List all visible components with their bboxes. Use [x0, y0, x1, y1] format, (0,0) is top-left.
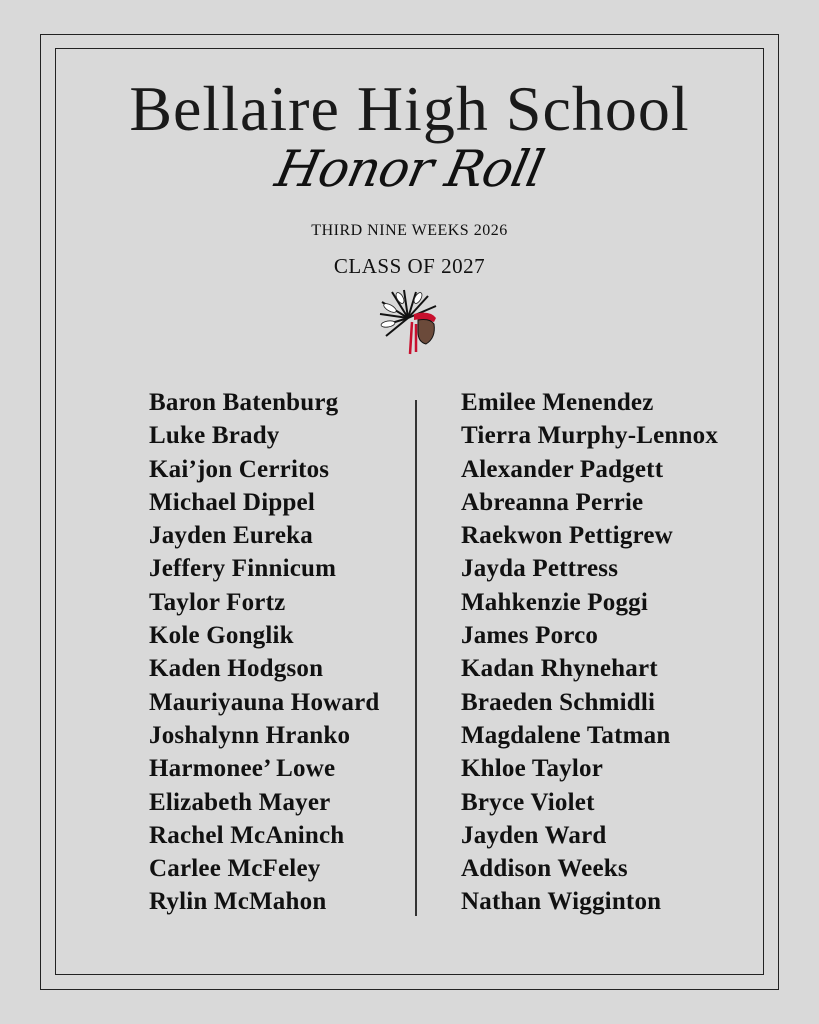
honoree-name: Jayden Ward — [461, 821, 607, 849]
honoree-name: Carlee McFeley — [149, 855, 321, 883]
honoree-name: Raekwon Pettigrew — [461, 522, 673, 550]
honoree-name: Tierra Murphy-Lennox — [461, 422, 719, 450]
honoree-name: Joshalynn Hranko — [149, 721, 351, 749]
honoree-name: Jayden Eureka — [149, 522, 313, 550]
honoree-name: Michael Dippel — [149, 488, 315, 516]
column-divider — [415, 400, 417, 916]
honoree-name: Rylin McMahon — [149, 888, 327, 916]
term-label: THIRD NINE WEEKS 2026 — [311, 222, 508, 239]
honoree-name: Baron Batenburg — [149, 389, 339, 416]
names-right-column — [461, 386, 718, 919]
honoree-name: Kole Gonglik — [149, 622, 294, 650]
honoree-name: Mauriyauna Howard — [149, 688, 380, 716]
honoree-name: Kaden Hodgson — [149, 655, 324, 683]
honor-roll-heading: Honor Roll — [270, 140, 549, 198]
honoree-name: Addison Weeks — [461, 855, 628, 883]
honoree-name: Jayda Pettress — [461, 555, 619, 583]
honoree-name: Kadan Rhynehart — [461, 655, 658, 683]
honoree-name: Khloe Taylor — [461, 755, 604, 783]
school-title: Bellaire High School — [129, 73, 690, 144]
honoree-name: Emilee Menendez — [461, 389, 654, 416]
honoree-name: Kai’jon Cerritos — [149, 455, 330, 483]
honoree-name: Mahkenzie Poggi — [461, 588, 649, 616]
honoree-name: Magdalene Tatman — [461, 721, 671, 749]
honoree-name: Alexander Padgett — [461, 455, 664, 483]
honoree-name: Bryce Violet — [461, 788, 595, 816]
honoree-name: Taylor Fortz — [149, 588, 286, 616]
mascot-headdress-icon — [378, 288, 442, 356]
honoree-name: James Porco — [461, 622, 599, 650]
honoree-name: Jeffery Finnicum — [149, 555, 337, 583]
names-left-column — [149, 386, 380, 919]
honoree-name: Abreanna Perrie — [461, 488, 644, 516]
honoree-name: Elizabeth Mayer — [149, 788, 331, 816]
honoree-name: Harmonee’ Lowe — [149, 755, 336, 783]
honoree-name: Braeden Schmidli — [461, 688, 656, 716]
class-label: CLASS OF 2027 — [333, 254, 486, 278]
honoree-name: Nathan Wigginton — [461, 888, 662, 916]
honoree-name: Rachel McAninch — [149, 821, 345, 849]
honoree-name: Luke Brady — [149, 422, 280, 450]
